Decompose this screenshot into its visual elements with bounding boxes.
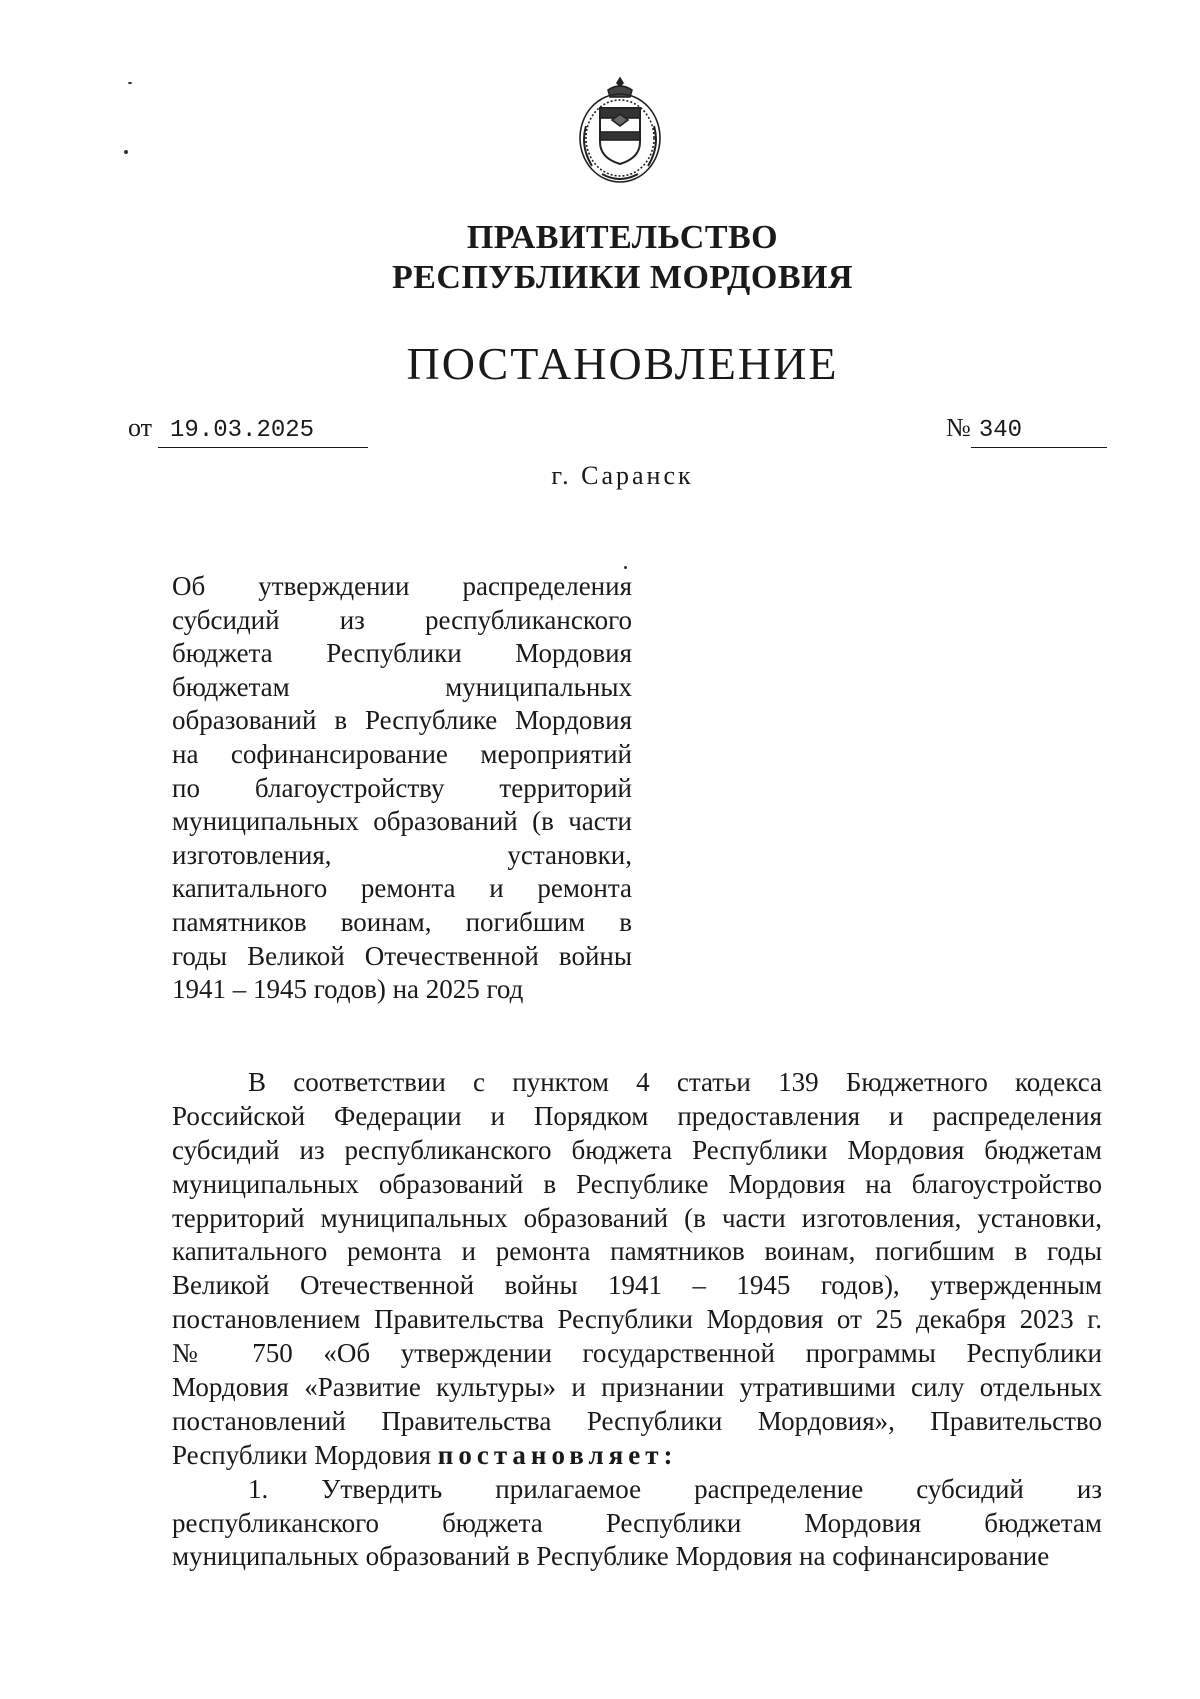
number-prefix: № xyxy=(946,413,971,442)
subject-line: изготовления, установки, xyxy=(172,839,632,870)
body-line: постановлением Правительства Республики Мордовия от 25 декабря 2023 г. xyxy=(172,1304,1102,1335)
item-1-line: муниципальных образований в Республике Мордовия на софинансирование xyxy=(172,1541,1050,1572)
subject-line: субсидий из республиканского xyxy=(172,604,632,635)
body-line-resolution xyxy=(172,1439,1102,1473)
document-body xyxy=(172,1066,1102,1574)
body-line: субсидий из республиканского бюджета Республики Мордовия бюджетам xyxy=(172,1134,1102,1165)
item-1-line: 1. Утвердить прилагаемое распределение субсидий из xyxy=(248,1473,1102,1504)
document-subject xyxy=(172,570,632,1007)
body-line: муниципальных образований в Республике Мордовия на благоустройство xyxy=(172,1168,1102,1199)
number-line xyxy=(946,412,1107,448)
subject-line: муниципальных образований (в части xyxy=(172,806,632,837)
subject-line: по благоустройству территорий xyxy=(172,772,632,803)
body-line: В соответствии с пунктом 4 статьи 139 Бюджетного кодекса xyxy=(248,1067,1102,1097)
subject-line: капитального ремонта и ремонта xyxy=(172,873,632,904)
body-line: постановлений Правительства Республики Мордовия», Правительство xyxy=(172,1405,1102,1436)
body-line: Российской Федерации и Порядком предоставления и распределения xyxy=(172,1100,1102,1131)
date-line xyxy=(128,412,368,448)
body-line-prefix: Республики Мордовия xyxy=(172,1439,438,1470)
subject-line: памятников воинам, погибшим в xyxy=(172,906,632,937)
body-line: Великой Отечественной войны 1941 – 1945 годов), утвержденным xyxy=(172,1270,1102,1301)
body-line: № 750 «Об утверждении государственной программы Республики xyxy=(172,1338,1102,1369)
body-line: капитального ремонта и ремонта памятников воинам, погибшим в годы xyxy=(172,1236,1102,1267)
body-line: Мордовия «Развитие культуры» и признании утратившими силу отдельных xyxy=(172,1372,1102,1403)
scan-speck xyxy=(624,566,627,569)
body-line: территорий муниципальных образований (в части изготовления, установки, xyxy=(172,1202,1102,1233)
item-1-line: республиканского бюджета Республики Мордовия бюджетам xyxy=(172,1507,1102,1538)
subject-line: 1941 – 1945 годов) на 2025 год xyxy=(172,974,524,1005)
document-number: 340 xyxy=(971,415,1107,448)
coat-of-arms-emblem xyxy=(572,74,668,190)
document-date: 19.03.2025 xyxy=(158,415,368,448)
subject-line: бюджета Республики Мордовия xyxy=(172,638,632,669)
organization-name-line2: РЕСПУБЛИКИ МОРДОВИЯ xyxy=(391,259,854,296)
document-type-title: ПОСТАНОВЛЕНИЕ xyxy=(406,338,839,389)
resolves-keyword: постановляет: xyxy=(437,1439,678,1470)
organization-name-line1: ПРАВИТЕЛЬСТВО xyxy=(466,219,779,256)
subject-line: Об утверждении распределения xyxy=(172,571,632,601)
subject-line: годы Великой Отечественной войны xyxy=(172,940,632,971)
city-name: г. Саранск xyxy=(551,461,694,490)
date-prefix: от xyxy=(128,413,153,442)
subject-line: на софинансирование мероприятий xyxy=(172,738,632,769)
scan-speck xyxy=(128,82,132,84)
subject-line: бюджетам муниципальных xyxy=(172,671,632,702)
scan-speck xyxy=(124,150,128,154)
subject-line: образований в Республике Мордовия xyxy=(172,705,632,736)
